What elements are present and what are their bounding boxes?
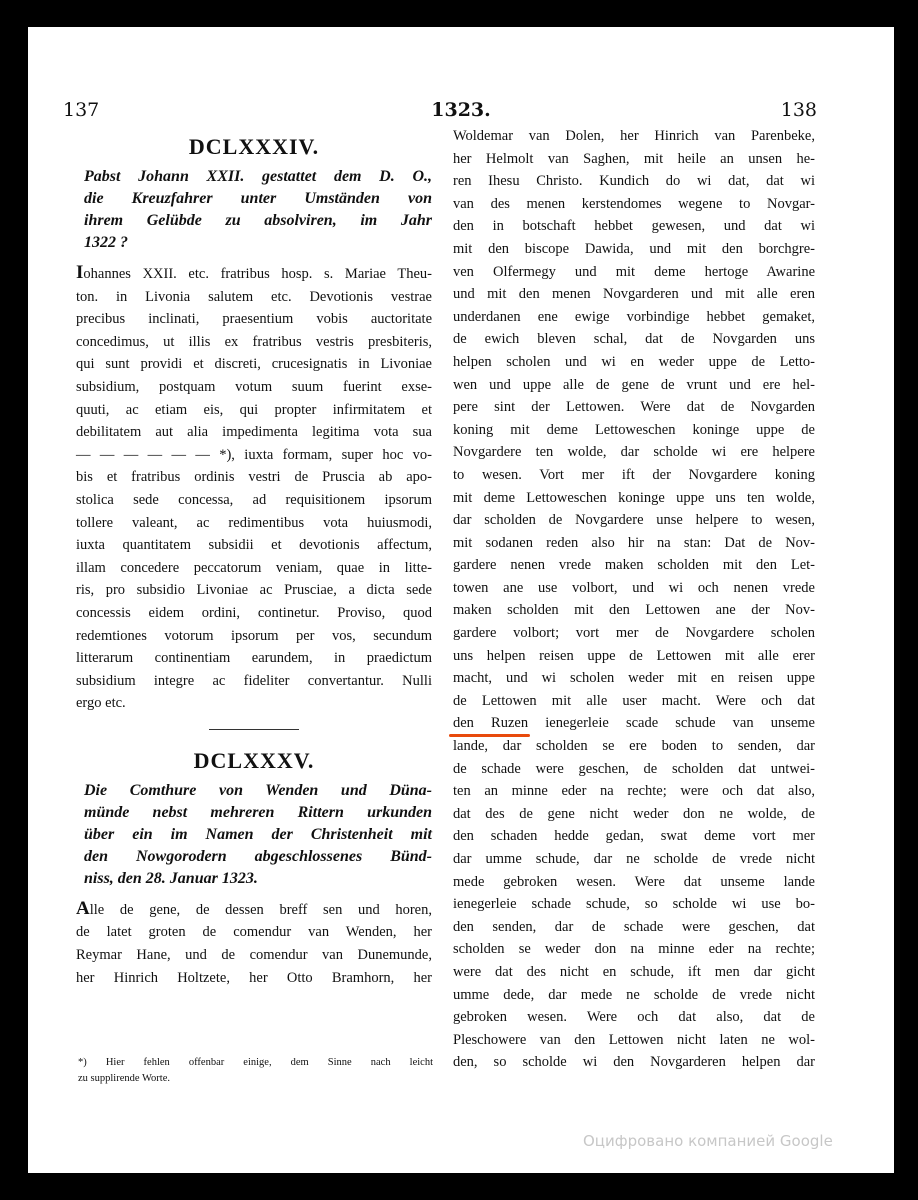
text-line: lande, dar scholden se ere boden to senden, dar	[453, 738, 815, 755]
title-line: die Kreuzfahrer unter Umständen von	[84, 190, 432, 207]
doc1-title	[84, 166, 432, 254]
text-line: Pleschowere van den Lettowen nicht laten ne wol-	[453, 1031, 815, 1048]
text-line: pere sint der Lettowen. Were dat de Novgarden	[453, 399, 815, 416]
drop-cap: I	[76, 262, 84, 283]
text-line: dar scholden de Novgardere unse helpere to wesen,	[453, 512, 815, 529]
text-line: tollere valeant, ac redimentibus vota huiusmodi,	[76, 514, 432, 531]
text-line: van des menen kerstendomes wegene to Novgar-	[453, 195, 815, 212]
text-line: den senden, dar de schade were geschen, dat	[453, 918, 815, 935]
text-line: und mit den menen Novgarderen und mit alle eren	[453, 286, 815, 303]
text-line: redemtiones votorum ipsorum per vos, secundum	[76, 627, 432, 644]
title-line: ihrem Gelübde zu absolviren, im Jahr	[84, 212, 432, 229]
text-line-rest: ohannes XXII. etc. fratribus hosp. s. Mariae Theu-	[83, 266, 432, 282]
text-line: den in botschaft hebbet gewesen, und dat wi	[453, 218, 815, 235]
right-page-number: 138	[780, 99, 817, 121]
right-body	[453, 125, 815, 1074]
text-line: her Helmolt van Saghen, mit heile an unsen he-	[453, 150, 815, 167]
text-line: precibus inclinati, praesentium vobis auctoritate	[76, 311, 432, 328]
text-line	[76, 898, 432, 922]
text-line: her Hinrich Holtzete, her Otto Bramhorn, her	[76, 969, 432, 986]
title-line: den Nowgorodern abgeschlossenes Bünd-	[84, 847, 432, 865]
text-line: wen und uppe alle de gene de vrunt und ere hel-	[453, 376, 815, 393]
title-line: niss, den 28. Januar 1323.	[84, 869, 258, 887]
text-line: uns helpen reisen uppe de Lettowen mit alle erer	[453, 647, 815, 664]
text-line: ren Ihesu Christo. Kundich do wi dat, dat wi	[453, 173, 815, 190]
text-line: mede gebroken wesen. Were dat unseme lande	[453, 873, 815, 890]
text-line: Novgardere ten wolde, dar scholde wi ere helpere	[453, 444, 815, 461]
drop-cap: A	[76, 897, 90, 919]
text-line: ris, pro subsidio Livoniae ac Prusciae, a dicta sede	[76, 582, 432, 599]
text-line	[76, 262, 432, 286]
text-line: iuxta quantitatem subsidii et devotionis affectum,	[76, 537, 432, 554]
text-line: umme dede, dar mede ne scholde de vrede nicht	[453, 986, 815, 1003]
text-line: litterarum continentiam earundem, in praedictum	[76, 650, 432, 667]
text-line: bis et fratribus ordinis vestri de Pruscia ab apo-	[76, 469, 432, 486]
section-divider	[209, 729, 299, 730]
text-line: de latet groten de comendur van Wenden, her	[76, 924, 432, 941]
text-line: mit deme Lettoweschen koninge uppe uns ten wolde,	[453, 489, 815, 506]
text-line: subsidium, postquam votum suum fuerint exse-	[76, 378, 432, 395]
right-column	[453, 125, 815, 1074]
text-line: towen ane use volbort, und wi och nenen vrede	[453, 579, 815, 596]
text-line: de Lettowen mit alle user macht. Were och dat	[453, 692, 815, 709]
text-line: concedimus, ut illis ex fratribus vestris presbiteris,	[76, 333, 432, 350]
highlighted-phrase[interactable]: den Ruzen	[453, 715, 529, 732]
text-line: subsidium integre ac fideliter convertantur. Nulli	[76, 672, 432, 689]
right-body-before	[453, 125, 815, 712]
marked-line	[453, 712, 815, 735]
marked-line-rest: ienegerleie scade schude van unseme	[528, 715, 815, 732]
text-line: quuti, ac etiam eis, qui propter infirmitatem et	[76, 401, 432, 418]
text-line-rest: lle de gene, de dessen breff sen und horen,	[89, 901, 432, 918]
doc1-number: DCLXXXIV.	[188, 134, 320, 159]
title-line: Die Comthure von Wenden und Düna-	[84, 781, 432, 799]
text-line: koning mit deme Lettoweschen koninge uppe de	[453, 421, 815, 438]
doc2-number: DCLXXXV.	[193, 747, 315, 773]
text-line: helpen scholen und wi en weder uppe de Letto-	[453, 353, 815, 370]
text-line: maken scholden mit den Lettowen ane der Nov-	[453, 602, 815, 619]
text-line: were dat des nicht en schude, ift men dar gicht	[453, 963, 815, 980]
footnote-line: zu supplirende Worte.	[78, 1073, 170, 1084]
left-page-number: 137	[63, 99, 100, 121]
title-line: münde nebst mehreren Rittern urkunden	[84, 803, 432, 821]
text-line: den, so scholde wi den Novgarderen helpen dar	[453, 1054, 815, 1071]
scanned-page	[28, 27, 894, 1173]
title-line: über ein im Namen der Christenheit mit	[84, 825, 432, 843]
left-column	[76, 125, 432, 989]
text-line: gardere nenen vrede maken scholden mit den Let-	[453, 557, 815, 574]
text-line: gebroken wesen. Were och dat also, dat de	[453, 1009, 815, 1026]
text-line: to wesen. Vort mer ift der Novgardere koning	[453, 466, 815, 483]
text-line: Reymar Hane, und de comendur van Dunemunde,	[76, 947, 432, 964]
google-watermark: Оцифровано компанией Google	[583, 1132, 833, 1150]
text-line: Woldemar van Dolen, her Hinrich van Parenbeke,	[453, 128, 815, 144]
text-line: debilitatem aut alia impedimenta legitima vota sua	[76, 424, 432, 441]
text-line: underdanen ene ewige vorbindige hebbet gemaket,	[453, 308, 815, 325]
text-line: mit sodanen reden also hir na stan: Dat de Nov-	[453, 534, 815, 551]
text-line: dar umme schude, dar ne scholde de vrede nicht	[453, 851, 815, 867]
title-line: 1322 ?	[84, 234, 128, 251]
text-line: den schaden hedde gedan, swat deme vort mer	[453, 828, 815, 845]
text-line: ten an minne eder na rechte; were och dat also,	[453, 783, 815, 800]
doc2-title	[84, 780, 432, 890]
text-line: gardere volbort; vort mer de Novgardere scholen	[453, 625, 815, 642]
footnote	[78, 1055, 433, 1087]
text-line: de ewich bleven schal, dat de Novgarden uns	[453, 331, 815, 348]
text-line: scholden se weder don na minne eder na rechte;	[453, 941, 815, 958]
text-line: stolica sede concessa, ad requisitionem ipsorum	[76, 491, 432, 508]
text-line: ven Olfermegy und mit deme hertoge Awarine	[453, 263, 815, 280]
text-line: concessis eidem ordini, continetur. Proviso, quod	[76, 604, 432, 621]
text-line: dat des de gene nicht weder don ne wolde, de	[453, 805, 815, 822]
text-line: ergo etc.	[76, 695, 126, 712]
title-line: Pabst Johann XXII. gestattet dem D. O.,	[84, 168, 432, 185]
text-line: de schade were geschen, de scholden dat untwei-	[453, 760, 815, 777]
text-line: illam concedere peccatorum veniam, quae in litte-	[76, 559, 432, 576]
text-line: macht, und wi scholen weder mit en reisen uppe	[453, 670, 815, 687]
text-line: ienegerleie schade schude, so scholde wi use bo-	[453, 896, 815, 913]
text-line: mit den biscope Dawida, und mit den borchgre-	[453, 240, 815, 257]
year-heading: 1323.	[431, 99, 491, 121]
text-line: ton. in Livonia salutem etc. Devotionis vestrae	[76, 288, 432, 305]
text-line: qui sunt providi et discreti, crucesignatis in Livoniae	[76, 356, 432, 373]
text-line: — — — — — — *), iuxta formam, super hoc vo-	[76, 446, 432, 463]
right-body-after	[453, 735, 815, 1074]
footnote-line: *) Hier fehlen offenbar einige, dem Sinne nach leicht	[78, 1057, 433, 1068]
doc2-body	[76, 898, 432, 989]
doc1-body	[76, 262, 432, 715]
